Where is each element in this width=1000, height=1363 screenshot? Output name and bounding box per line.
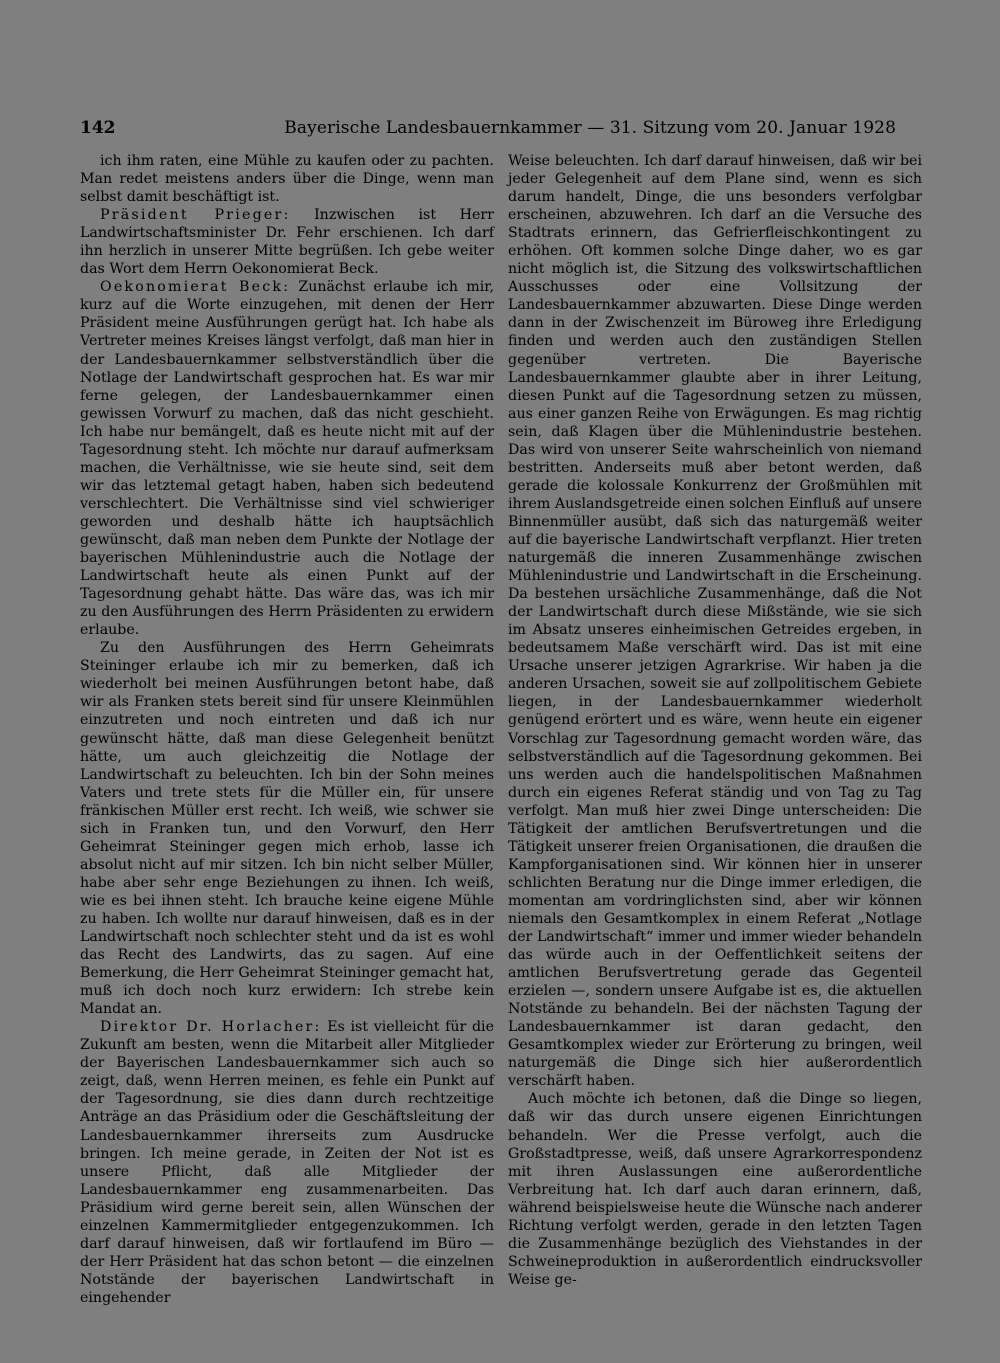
- paragraph: [80, 278, 494, 639]
- paragraph-text: Zu den Ausführungen des Herrn Geheimrats Steininger erlaube ich mir zu bemerken, daß ich wiederholt bei meinen Ausführungen betont habe, daß wir als Franken stets bereit sind für unsere Kleinmühlen einzutreten und noch eintreten und daß ich nur gewünscht hätte, daß man diese Gelegenheit benützt hätte, um auch gleichzeitig die Notlage der Landwirtschaft zu beleuchten. Ich bin der Sohn meines Vaters und trete stets für die Müller ein, für unsere fränkischen Müller erst recht. Ich weiß, wie schwer sie sich in Franken tun, und den Vorwurf, den Herr Geheimrat Steininger gegen mich erhob, lasse ich absolut nicht auf mir sitzen. Ich bin nicht selber Müller, habe aber sehr enge Beziehungen zu ihnen. Ich weiß, wie es bei ihnen steht. Ich brauche keine eigene Mühle zu haben. Ich wollte nur darauf hinweisen, daß es in der Landwirtschaft noch schlechter steht und da ist es wohl das Recht des Landwirts, das zu sagen. Auf eine Bemerkung, die Herr Geheimrat Steininger gemacht hat, muß ich doch noch kurz erwidern: Ich strebe kein Mandat an.: [80, 640, 494, 1018]
- paragraph-text: ich ihm raten, eine Mühle zu kaufen oder zu pachten. Man redet meistens anders über die Dinge, wenn man selbst damit beschäftigt ist.: [80, 153, 494, 206]
- page-header: [80, 118, 920, 142]
- paragraph: [80, 206, 494, 278]
- paragraph-text: Auch möchte ich betonen, daß die Dinge so liegen, daß wir das durch unsere eigenen Einrichtungen behandeln. Wer die Presse verfolgt, auch die Großstadtpresse, weiß, daß unsere Agrarkorrespondenz mit ihren Auslassungen eine außerordentliche Verbreitung hat. Ich darf auch daran erinnern, daß, während beispielsweise heute die Wünsche nach anderer Richtung verfolgt werden, gerade in den letzten Tagen die Zusammenhänge bezüglich des Viehstandes in der Schweineproduktion in außerordentlich eindrucksvoller Weise ge-: [508, 1091, 922, 1288]
- speaker-name: Direktor Dr. Horlacher:: [100, 1019, 322, 1036]
- right-column: [508, 152, 922, 1289]
- paragraph: [80, 152, 494, 206]
- paragraph: [80, 639, 494, 1018]
- paragraph-text: Inzwischen ist Herr Landwirtschaftsminister Dr. Fehr erschienen. Ich darf ihn herzlich in unserer Mitte begrüßen. Ich gebe weiter das Wort dem Herrn Oekonomierat Beck.: [80, 207, 494, 278]
- left-column: [80, 152, 494, 1307]
- paragraph-text: Weise beleuchten. Ich darf darauf hinweisen, daß wir bei jeder Gelegenheit auf dem Plane sind, wenn es sich darum handelt, Dinge, die uns besonders verfolgbar erscheinen, abzuwehren. Ich darf an die Versuche des Stadtrats erinnern, das Gefrierfleischkontingent zu erhöhen. Oft kommen solche Dinge daher, wo es gar nicht möglich ist, die Sitzung des volkswirtschaftlichen Ausschusses oder eine Vollsitzung der Landesbauernkammer abzuwarten. Diese Dinge werden dann in der Zwischenzeit im Büroweg ihre Erledigung finden und werden auch den zuständigen Stellen gegenüber vertreten. Die Bayerische Landesbauernkammer glaubte aber in ihrer Leitung, diesen Punkt auf die Tagesordnung setzen zu müssen, aus einer ganzen Reihe von Erwägungen. Es mag richtig sein, daß Klagen über die Mühlenindustrie bestehen. Das wird von unserer Seite wahrscheinlich von niemand bestritten. Anderseits muß aber betont werden, daß gerade die kolossale Konkurrenz der Großmühlen mit ihrem Auslandsgetreide einen solchen Einfluß auf unsere Binnenmüller ausübt, daß sich das naturgemäß weiter auf die bayerische Landwirtschaft verpflanzt. Hier treten naturgemäß die inneren Zusammenhänge zwischen Mühlenindustrie und Landwirtschaft in die Erscheinung. Da bestehen ursächliche Zusammenhänge, daß die Not der Landwirtschaft durch diese Mißstände, wie sie sich im Absatz unseres einheimischen Getreides ergeben, in bedeutsamem Maße verschärft wird. Das ist mit eine Ursache unserer jetzigen Agrarkrise. Wir haben ja die anderen Ursachen, soweit sie auf zollpolitischem Gebiete liegen, in der Landesbauernkammer wiederholt genügend erörtert und es wäre, wenn heute ein eigener Vorschlag zur Tagesordnung gemacht worden wäre, das selbstverständlich auf die Tagesordnung gekommen. Bei uns werden auch die handelspolitischen Maßnahmen durch ein eigenes Referat ständig und von Tag zu Tag verfolgt. Man muß hier zwei Dinge unterscheiden: Die Tätigkeit der amtlichen Berufsvertretungen und die Tätigkeit unserer freien Organisationen, die draußen die Kampforganisationen sind. Wir können hier in unserer schlichten Beratung nur die Dinge immer erledigen, die momentan am vordringlichsten sind, aber wir können niemals den Gesamtkomplex in einem Referat „Notlage der Landwirtschaft“ immer und immer wieder behandeln das würde auch in der Oeffentlichkeit seitens der amtlichen Berufsvertretung gerade das Gegenteil erzielen —, sondern unsere Aufgabe ist es, die aktuellen Notstände zu behandeln. Bei der nächsten Tagung der Landesbauernkammer ist daran gedacht, den Gesamtkomplex wieder zur Erörterung zu bringen, weil naturgemäß die Dinge sich hier außerordentlich verschärft haben.: [508, 153, 922, 1090]
- speaker-name: Oekonomierat Beck:: [100, 279, 291, 296]
- page-number: 142: [80, 118, 116, 138]
- paragraph: [80, 1018, 494, 1307]
- paragraph-text: Es ist vielleicht für die Zukunft am besten, wenn die Mitarbeit aller Mitglieder der Bayerischen Landesbauernkammer sich auch so zeigt, daß, wenn Herren meinen, es fehle ein Punkt auf der Tagesordnung, sie dies dann durch rechtzeitige Anträge an das Präsidium oder die Geschäftsleitung der Landesbauernkammer ihrerseits zum Ausdrucke bringen. Ich meine gerade, in Zeiten der Not ist es unsere Pflicht, daß alle Mitglieder der Landesbauernkammer eng zusammenarbeiten. Das Präsidium wird gerne bereit sein, allen Wünschen der einzelnen Kammermitglieder entgegenzukommen. Ich darf darauf hinweisen, daß wir fortlaufend im Büro — der Herr Präsident hat das schon betont — die einzelnen Notstände der bayerischen Landwirtschaft in eingehender: [80, 1019, 494, 1306]
- paragraph-text: Zunächst erlaube ich mir, kurz auf die Worte einzugehen, mit denen der Herr Präsident meine Ausführungen gerügt hat. Ich habe als Vertreter meines Kreises längst verfolgt, daß man hier in der Landesbauernkammer selbstverständlich über die Notlage der Landwirtschaft gesprochen hat. Es war mir ferne gelegen, der Landesbauernkammer einen gewissen Vorwurf zu machen, daß das nicht geschieht. Ich habe nur bemängelt, daß es heute nicht mit auf der Tagesordnung steht. Ich möchte nur darauf aufmerksam machen, die Verhältnisse, wie sie heute sind, seit dem wir das letztemal getagt haben, haben sich bedeutend verschlechtert. Die Verhältnisse sind viel schwieriger geworden und deshalb hätte ich hauptsächlich gewünscht, daß man neben dem Punkte der Notlage der bayerischen Mühlenindustrie auch die Notlage der Landwirtschaft heute als einen Punkt auf der Tagesordnung gehabt hätte. Das wäre das, was ich mir zu den Ausführungen des Herrn Präsidenten zu erwidern erlaube.: [80, 279, 494, 639]
- speaker-name: Präsident Prieger:: [100, 207, 291, 224]
- paragraph: [508, 1090, 922, 1289]
- paragraph: [508, 152, 922, 1090]
- running-title: Bayerische Landesbauernkammer — 31. Sitzung vom 20. Januar 1928: [284, 118, 896, 138]
